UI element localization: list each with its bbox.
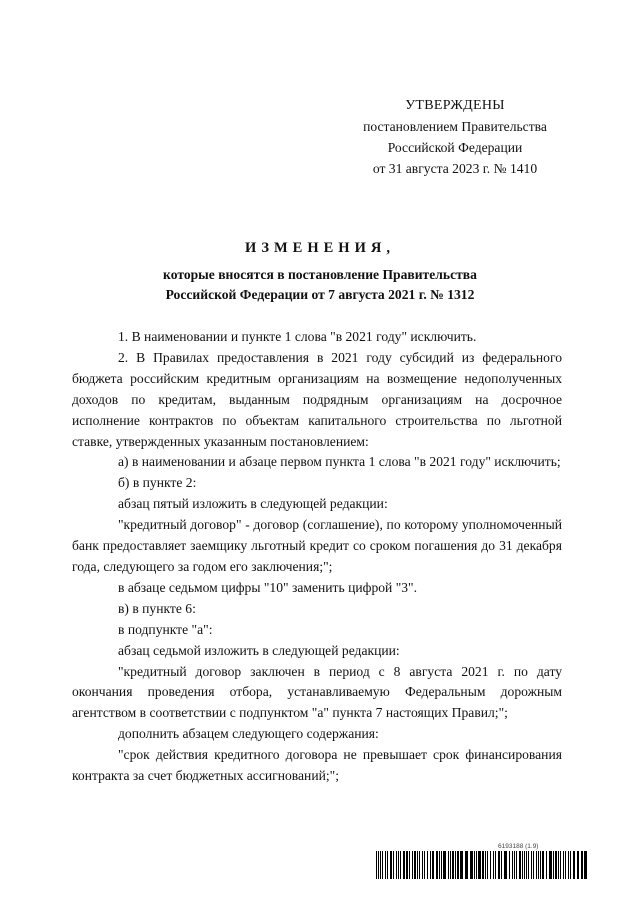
document-subtitle bbox=[0, 265, 640, 305]
barcode-bar bbox=[476, 851, 477, 879]
subtitle-line-2: Российской Федерации от 7 августа 2021 г. № 1312 bbox=[165, 287, 475, 302]
barcode-bar bbox=[448, 851, 449, 879]
paragraph-4: б) в пункте 2: bbox=[118, 475, 197, 491]
barcode-bar bbox=[439, 851, 440, 879]
barcode-bar bbox=[524, 851, 525, 879]
document-body bbox=[72, 327, 562, 787]
paragraph-8: в) в пункте 6: bbox=[118, 600, 196, 616]
barcode-bar bbox=[432, 851, 434, 879]
paragraph-7: в абзаце седьмом цифры "10" заменить цифрой "3". bbox=[118, 579, 418, 595]
barcode-bar bbox=[504, 851, 507, 879]
barcode-bar bbox=[565, 851, 566, 879]
barcode-bar bbox=[478, 851, 481, 879]
barcode-bar bbox=[424, 851, 425, 879]
barcode-bar bbox=[398, 851, 399, 879]
barcode-bar bbox=[528, 851, 529, 879]
barcode-bar bbox=[485, 851, 486, 879]
approval-line-3: от 31 августа 2023 г. № 1410 bbox=[372, 161, 538, 176]
barcode-bar bbox=[390, 851, 392, 879]
barcode-bar bbox=[512, 851, 513, 879]
barcode-bar bbox=[546, 851, 547, 879]
barcode-bar bbox=[482, 851, 484, 879]
barcode-bar bbox=[493, 851, 494, 879]
barcode-bar bbox=[474, 851, 475, 879]
barcode-bar bbox=[417, 851, 418, 879]
approval-stamp bbox=[330, 95, 580, 179]
barcode-bar bbox=[436, 851, 438, 879]
barcode-bar bbox=[514, 851, 515, 879]
barcode-bar bbox=[495, 851, 496, 879]
barcode-bar bbox=[536, 851, 537, 879]
barcode-bar bbox=[533, 851, 534, 879]
barcode-bar bbox=[498, 851, 500, 879]
barcode-bar bbox=[450, 851, 451, 879]
barcode-bar bbox=[460, 851, 463, 879]
paragraph-11: "кредитный договор заключен в период с 8 августа 2021 г. по дату окончания проведения отбора, устанавливаемую Федеральным дорожным агентством в соответствии с подпунктом "а" пункта 7 настоящих Правил;"; bbox=[72, 663, 562, 721]
barcode-bar bbox=[538, 851, 539, 879]
barcode-bar bbox=[581, 851, 583, 879]
barcode-bar bbox=[414, 851, 416, 879]
barcode-bar bbox=[378, 851, 379, 879]
barcode-bar bbox=[540, 851, 541, 879]
barcode-bar bbox=[452, 851, 454, 879]
barcode-bar bbox=[573, 851, 575, 879]
barcode-bar bbox=[396, 851, 397, 879]
paragraph-3: а) в наименовании и абзаце первом пункта 1 слова "в 2021 году" исключить; bbox=[118, 454, 561, 470]
paragraph-12: дополнить абзацем следующего содержания: bbox=[118, 726, 379, 742]
barcode-bar bbox=[553, 851, 554, 879]
barcode-bar bbox=[470, 851, 473, 879]
barcode-bar bbox=[584, 851, 587, 879]
paragraph-6: "кредитный договор" - договор (соглашение), по которому уполномоченный банк предоставляет заемщику льготный кредит со сроком погашения до 31 декабря года, следующего за годом его заключения;"; bbox=[72, 517, 562, 574]
barcode-bar bbox=[406, 851, 408, 879]
barcode-bar bbox=[563, 851, 564, 879]
barcode bbox=[376, 851, 590, 879]
barcode-bar bbox=[400, 851, 401, 879]
barcode-bar bbox=[568, 851, 569, 879]
barcode-bar bbox=[427, 851, 428, 879]
document-title: ИЗМЕНЕНИЯ, bbox=[245, 240, 395, 256]
barcode-bar bbox=[422, 851, 423, 879]
barcode-bar bbox=[430, 851, 431, 879]
barcode-bar bbox=[531, 851, 532, 879]
barcode-bar bbox=[490, 851, 491, 879]
paragraph-9: в подпункте "а": bbox=[118, 621, 213, 637]
barcode-bar bbox=[385, 851, 386, 879]
document-code: 6193188 (1.9) bbox=[498, 843, 539, 850]
barcode-bar bbox=[555, 851, 557, 879]
barcode-bar bbox=[419, 851, 420, 879]
barcode-bar bbox=[558, 851, 559, 879]
barcode-bar bbox=[509, 851, 510, 879]
paragraph-10: абзац седьмой изложить в следующей редакции: bbox=[118, 642, 400, 658]
subtitle-line-1: которые вносятся в постановление Правительства bbox=[163, 267, 477, 282]
paragraph-5: абзац пятый изложить в следующей редакции: bbox=[118, 496, 388, 512]
barcode-bar bbox=[516, 851, 517, 879]
barcode-bar bbox=[393, 851, 394, 879]
barcode-bar bbox=[465, 851, 468, 879]
approval-title: УТВЕРЖДЕНЫ bbox=[405, 98, 505, 113]
barcode-bar bbox=[376, 851, 377, 879]
barcode-bar bbox=[457, 851, 459, 879]
approval-line-2: Российской Федерации bbox=[387, 140, 523, 155]
barcode-bar bbox=[455, 851, 456, 879]
barcode-bar bbox=[441, 851, 442, 879]
barcode-bar bbox=[519, 851, 521, 879]
barcode-bar bbox=[403, 851, 405, 879]
barcode-bar bbox=[409, 851, 410, 879]
barcode-bar bbox=[577, 851, 579, 879]
barcode-bar bbox=[526, 851, 527, 879]
barcode-bar bbox=[380, 851, 381, 879]
approval-line-1: постановлением Правительства bbox=[363, 119, 547, 134]
barcode-bar bbox=[443, 851, 446, 879]
barcode-bar bbox=[570, 851, 571, 879]
barcode-bar bbox=[549, 851, 552, 879]
barcode-bar bbox=[501, 851, 502, 879]
barcode-bar bbox=[487, 851, 488, 879]
barcode-bar bbox=[387, 851, 388, 879]
barcode-bar bbox=[560, 851, 561, 879]
paragraph-13: "срок действия кредитного договора не превышает срок финансирования контракта за счет бюджетных ассигнований;"; bbox=[72, 747, 562, 784]
barcode-bar bbox=[382, 851, 383, 879]
paragraph-1: 1. В наименовании и пункте 1 слова "в 2021 году" исключить. bbox=[118, 329, 477, 344]
paragraph-2: 2. В Правилах предоставления в 2021 году субсидий из федерального бюджета российским кредитным организациям на возмещение недополученных доходов по кредитам, выданным подрядным организациям на досрочное исполнение контрактов по объектам капитального строительства по льготной ставке, утвержденных указанным постановлением: bbox=[72, 349, 562, 449]
barcode-bar bbox=[522, 851, 523, 879]
barcode-bar bbox=[412, 851, 413, 879]
barcode-bar bbox=[542, 851, 544, 879]
